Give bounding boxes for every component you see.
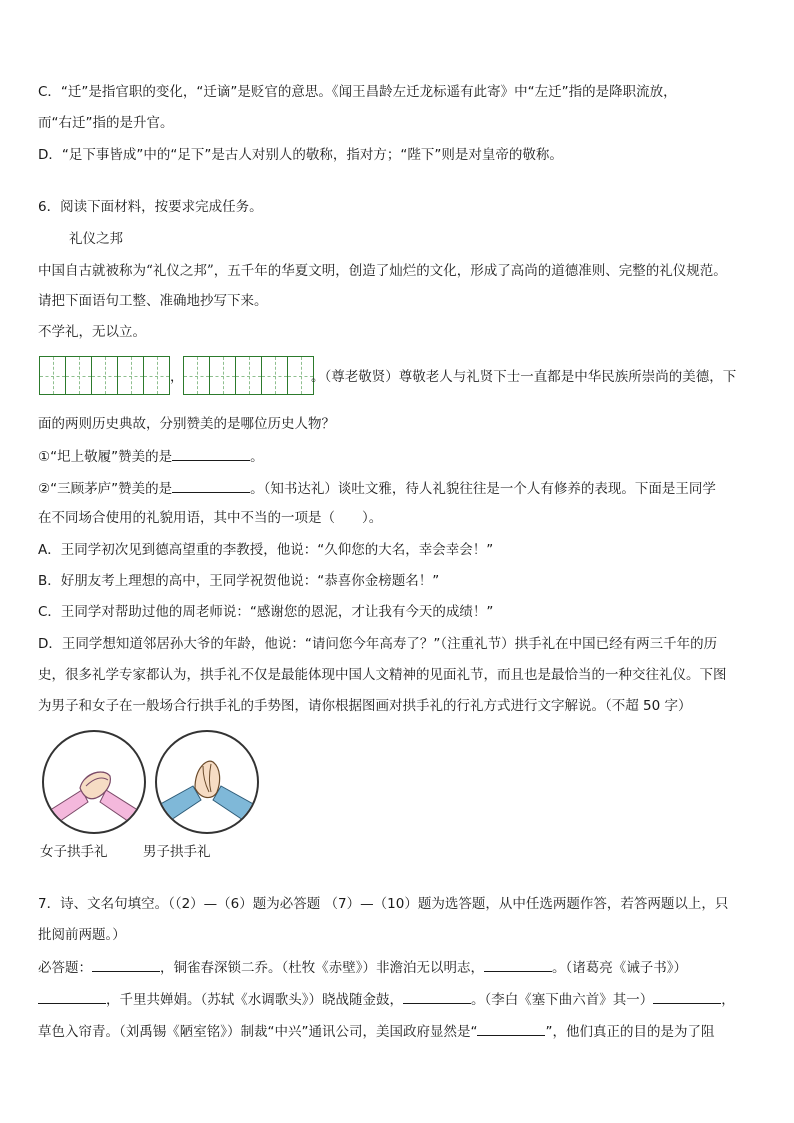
q7-line4-part-a: ，千里共婵娟。（苏轼《水调歌头》）晓战随金鼓， [106, 992, 403, 1008]
material-paragraph-2: 请把下面语句工整、准确地抄写下来。 [38, 293, 268, 309]
answer-blank[interactable] [38, 989, 106, 1004]
option-c: C．王同学对帮助过他的周老师说：“感谢您的恩泥，才让我有今天的成绩！” [38, 604, 494, 620]
option-a: A．王同学初次见到德高望重的李教授，他说：“久仰您的大名，幸会幸会！” [38, 542, 494, 558]
grid-cell[interactable] [65, 356, 92, 395]
grid-cell[interactable] [91, 356, 118, 395]
question-2-suffix: 。（知书达礼）谈吐文雅，待人礼貌往往是一个人有修养的表现。下面是王同学 [250, 481, 716, 497]
section-title: 礼仪之邦 [69, 231, 123, 247]
gongshou-line-2: 为男子和女子在一般场合行拱手礼的手势图，请你根据图画对拱手礼的行礼方式进行文字解说。（不超 50 字） [38, 698, 692, 714]
grid-cell[interactable] [235, 356, 262, 395]
question-7-line-4 [38, 989, 735, 1009]
answer-blank[interactable] [653, 989, 721, 1004]
option-c-line-2: 而“右迁”指的是升官。 [38, 115, 174, 131]
gongshou-line-1: 史，很多礼学专家都认为，拱手礼不仅是最能体现中国人文精神的见面礼节，而且也是最恰当的一种交往礼仪。下图 [38, 667, 727, 683]
female-gongshou-illustration [42, 730, 146, 834]
question-1-suffix: 。 [250, 449, 264, 465]
answer-blank[interactable] [92, 957, 160, 972]
grid-comma: ， [170, 369, 184, 385]
q7-line3-part-c: 。（诸葛亮《诫子书》） [552, 960, 687, 976]
grid-cell[interactable] [209, 356, 236, 395]
q7-line3-part-a: 必答题： [38, 960, 92, 976]
question-7-line-3 [38, 957, 687, 977]
q7-line3-part-b: ，铜雀春深锁二乔。（杜牧《赤壁》）非澹泊无以明志， [160, 960, 484, 976]
history-question: 面的两则历史典故，分别赞美的是哪位历史人物？ [38, 416, 335, 432]
grid-cell[interactable] [261, 356, 288, 395]
writing-grid-2[interactable] [183, 356, 313, 395]
q7-line5-part-a: 草色入帘青。（刘禹锡《陋室铭》）制裁“中兴”通讯公司，美国政府显然是“ [38, 1024, 478, 1040]
grid-cell[interactable] [287, 356, 314, 395]
answer-blank[interactable] [172, 478, 250, 493]
question-6-title: 6．阅读下面材料，按要求完成任务。 [38, 199, 263, 215]
option-d: D．王同学想知道邻居孙大爷的年龄，他说：“请问您今年高寿了？”（注重礼节）拱手礼在中国已经有两三千年的历 [38, 636, 718, 652]
male-gongshou-illustration [155, 730, 259, 834]
option-d-line: D．“足下事皆成”中的“足下”是古人对别人的敬称，指对方；“陛下”则是对皇帝的敬称。 [38, 147, 563, 163]
question-7-line-2: 批阅前两题。） [38, 927, 126, 943]
question-2-prefix: ②“三顾茅庐”赞美的是 [38, 481, 173, 497]
option-c-line-1: C．“迁”是指官职的变化，“迁谪”是贬官的意思。《闻王昌龄左迁龙标遥有此寄》中“左迁”指的是降职流放， [38, 84, 677, 100]
option-b: B．好朋友考上理想的高中，王同学祝贺他说：“恭喜你金榜题名！” [38, 573, 440, 589]
material-paragraph-1: 中国自古就被称为“礼仪之邦”，五千年的华夏文明，创造了灿烂的文化，形成了高尚的道德准则、完整的礼仪规范。 [38, 263, 727, 279]
grid-cell[interactable] [39, 356, 66, 395]
answer-blank[interactable] [172, 446, 250, 461]
copy-sentence: 不学礼，无以立。 [38, 324, 146, 340]
scenes-question: 在不同场合使用的礼貌用语，其中不当的一项是（ ）。 [38, 510, 383, 526]
grid-cell[interactable] [183, 356, 210, 395]
q7-line4-part-b: 。（李白《塞下曲六首》其一） [471, 992, 654, 1008]
writing-grid-1[interactable] [39, 356, 169, 395]
question-1-prefix: ①“圯上敬履”赞美的是 [38, 449, 173, 465]
question-1 [38, 446, 264, 466]
caption-male: 男子拱手礼 [143, 844, 211, 860]
answer-blank[interactable] [403, 989, 471, 1004]
answer-blank[interactable] [484, 957, 552, 972]
grid-cell[interactable] [117, 356, 144, 395]
answer-blank[interactable] [477, 1021, 545, 1036]
after-grid-text: 。（尊老敬贤）尊敬老人与礼贤下士一直都是中华民族所崇尚的美德，下 [311, 369, 737, 385]
question-7-line-1: 7．诗、文名句填空。（（2）—（6）题为必答题 （7）—（10）题为选答题，从中任选两题作答，若答两题以上，只 [38, 896, 729, 912]
q7-line4-part-c: ， [721, 992, 735, 1008]
question-2 [38, 478, 716, 498]
caption-female: 女子拱手礼 [40, 844, 108, 860]
q7-line5-part-b: ”，他们真正的目的是为了阻 [545, 1024, 715, 1040]
female-hands-icon [44, 732, 144, 832]
male-hands-icon [157, 732, 257, 832]
question-7-line-5 [38, 1021, 714, 1041]
grid-cell[interactable] [143, 356, 170, 395]
